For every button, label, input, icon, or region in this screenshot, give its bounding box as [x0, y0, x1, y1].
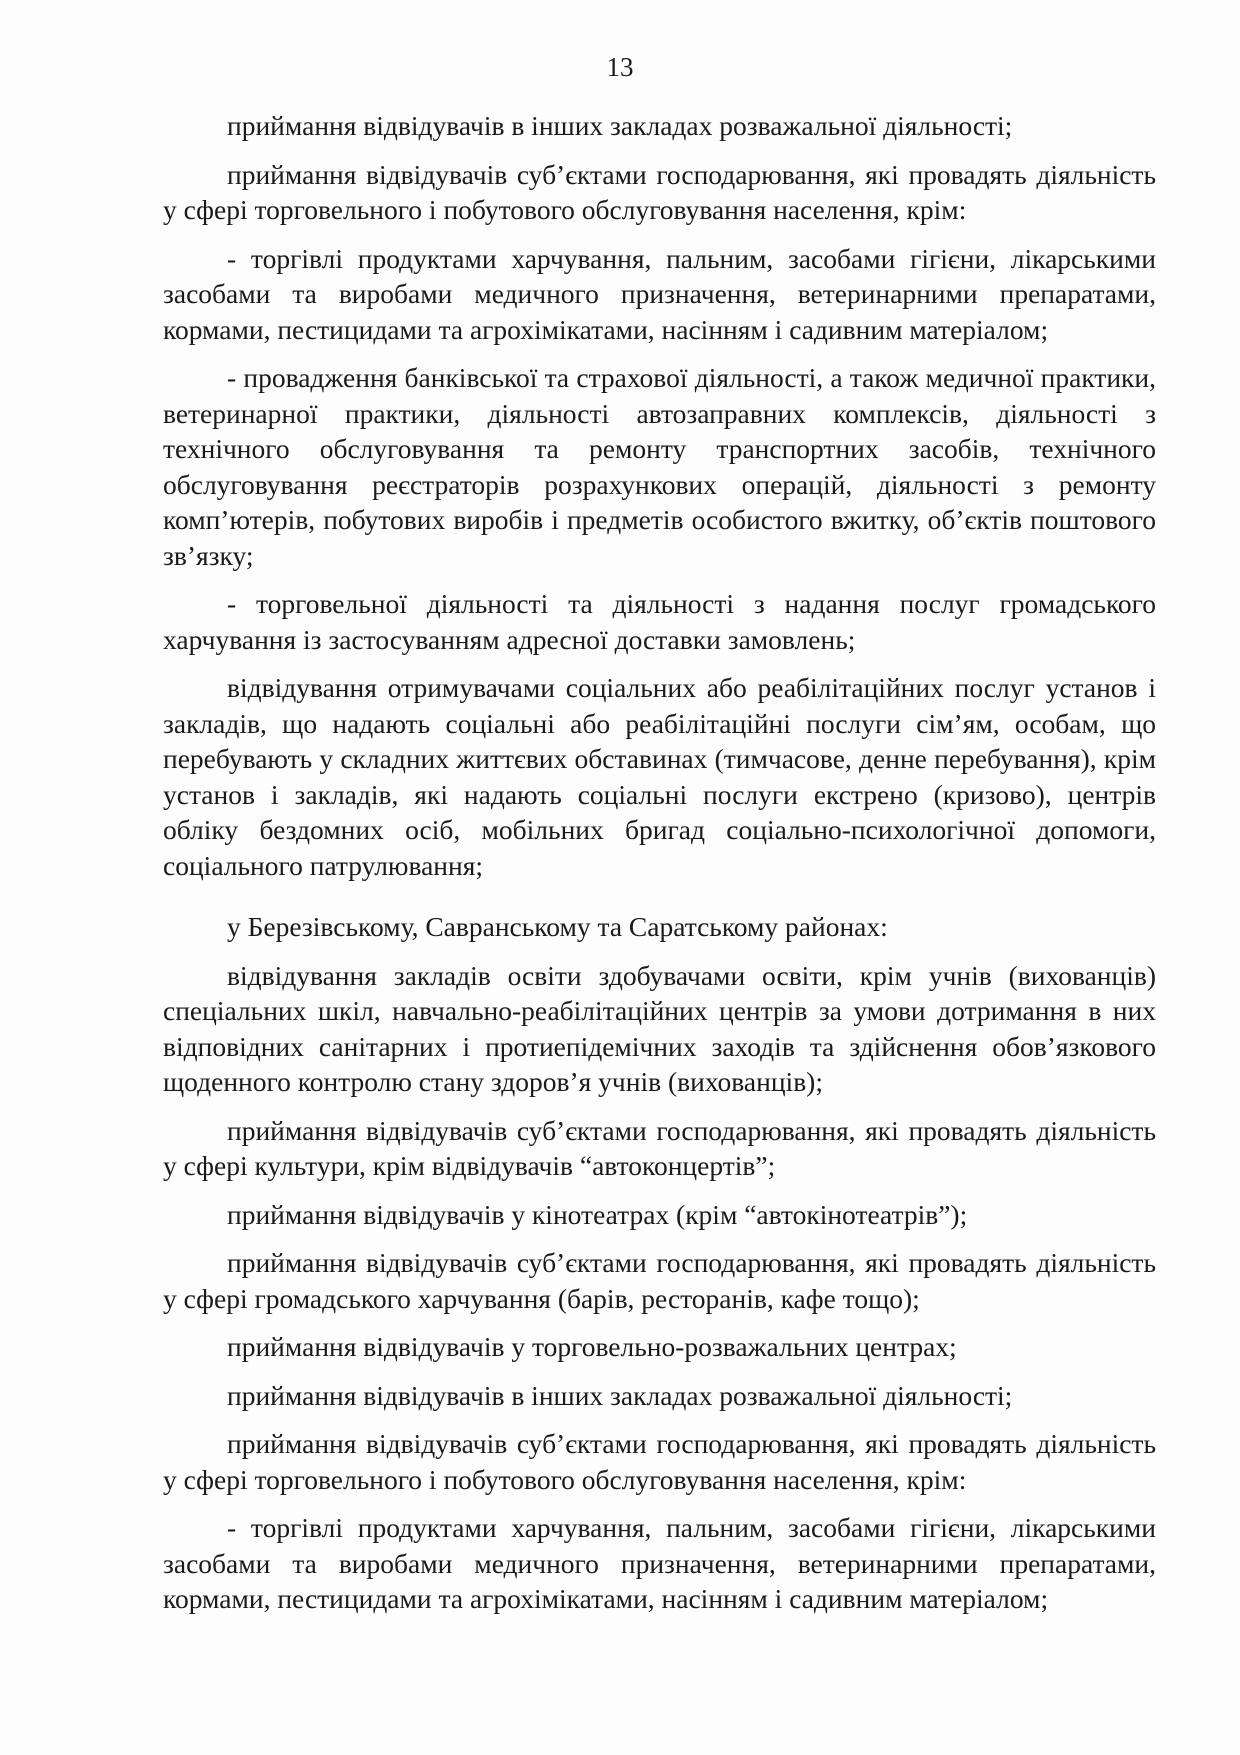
- list-item: - провадження банківської та страхової діяльності, а також медичної практики, ветеринарної практики, діяльності автозаправних комплексів, діяльності з технічного обслуговування та ремонту транспортних засобів, технічного обслуговування реєстраторів розрахункових операцій, діяльності з ремонту комп’ютерів, побутових виробів і предметів особистого вжитку, об’єктів поштового зв’язку;: [163, 362, 1156, 571]
- paragraph: приймання відвідувачів у торговельно-розважальних центрах;: [227, 1331, 957, 1362]
- paragraph: приймання відвідувачів в інших закладах розважальної діяльності;: [227, 110, 1013, 141]
- document-body: [163, 108, 1156, 1630]
- paragraph: приймання відвідувачів суб’єктами господарювання, які провадять діяльність у сфері торговельного і побутового обслуговування населення, крім:: [163, 1428, 1156, 1495]
- paragraph: приймання відвідувачів суб’єктами господарювання, які провадять діяльність у сфері культури, крім відвідувачів “автоконцертів”;: [163, 1114, 1156, 1181]
- paragraph: відвідування отримувачами соціальних або реабілітаційних послуг установ і закладів, що надають соціальні або реабілітаційні послуги сім’ям, особам, що перебувають у складних життєвих обставинах (тимчасове, денне перебування), крім установ і закладів, які надають соціальні послуги екстрено (кризово), центрів обліку бездомних осіб, мобільних бригад соціально-психологічної допомоги, соціального патрулювання;: [163, 672, 1156, 881]
- paragraph: відвідування закладів освіти здобувачами освіти, крім учнів (вихованців) спеціальних шкіл, навчально-реабілітаційних центрів за умови дотримання в них відповідних санітарних і протиепідемічних заходів та здійснення обов’язкового щоденного контролю стану здоров’я учнів (вихованців);: [163, 959, 1156, 1097]
- list-item: - торгівлі продуктами харчування, пальним, засобами гігієни, лікарськими засобами та виробами медичного призначення, ветеринарними препаратами, кормами, пестицидами та агрохімікатами, насінням і садивним матеріалом;: [163, 242, 1156, 345]
- page-number: 13: [606, 52, 634, 82]
- paragraph: приймання відвідувачів у кінотеатрах (крім “автокінотеатрів”);: [227, 1198, 968, 1230]
- section-heading: у Березівському, Савранському та Саратському районах:: [227, 911, 888, 942]
- list-item: - торговельної діяльності та діяльності з надання послуг громадського харчування із застосуванням адресної доставки замовлень;: [163, 588, 1156, 655]
- paragraph: приймання відвідувачів в інших закладах розважальної діяльності;: [227, 1379, 1013, 1411]
- paragraph: приймання відвідувачів суб’єктами господарювання, які провадять діяльність у сфері торговельного і побутового обслуговування населення, крім:: [163, 158, 1156, 225]
- list-item: - торгівлі продуктами харчування, пальним, засобами гігієни, лікарськими засобами та виробами медичного призначення, ветеринарними препаратами, кормами, пестицидами та агрохімікатами, насінням і садивним матеріалом;: [163, 1512, 1156, 1614]
- paragraph: приймання відвідувачів суб’єктами господарювання, які провадять діяльність у сфері громадського харчування (барів, ресторанів, кафе тощо);: [163, 1247, 1156, 1314]
